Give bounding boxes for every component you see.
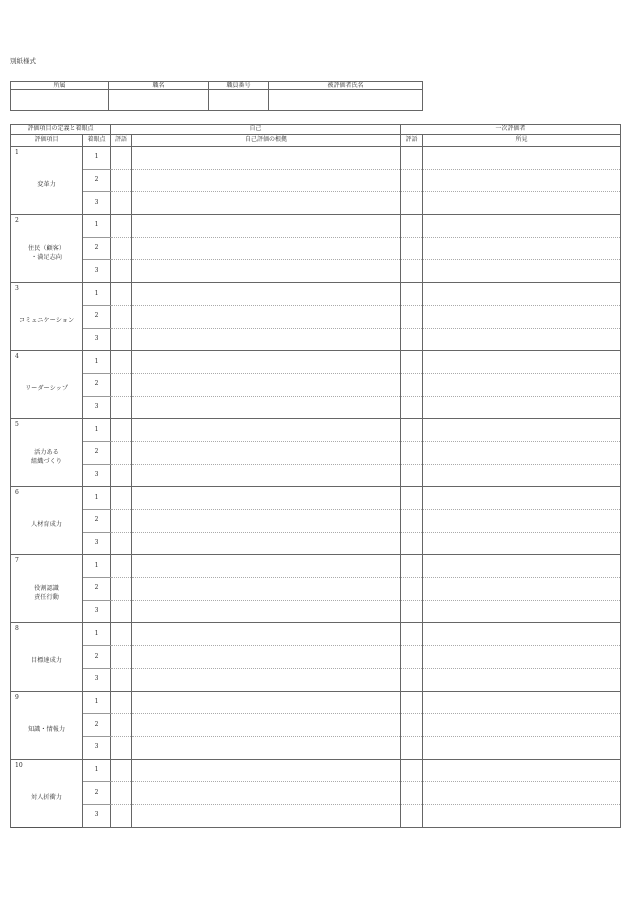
item-name-line: 役割認識: [34, 584, 59, 592]
primary-remarks-cell: [423, 578, 621, 601]
primary-remarks-cell: [423, 600, 621, 623]
viewpoint-row: [11, 646, 621, 669]
self-grade-cell: [111, 237, 132, 260]
primary-grade-cell: [401, 782, 423, 805]
primary-remarks-cell: [423, 283, 621, 306]
affiliation-header: 所属: [11, 82, 109, 90]
viewpoint-number: 1: [83, 147, 111, 170]
item-name: [11, 657, 82, 666]
item-name: [11, 585, 82, 603]
self-basis-cell: [132, 510, 401, 533]
viewpoint-row: [11, 305, 621, 328]
self-basis-cell: [132, 192, 401, 215]
primary-grade-cell: [401, 396, 423, 419]
primary-remarks-cell: [423, 373, 621, 396]
primary-remarks-cell: [423, 305, 621, 328]
primary-remarks-cell: [423, 328, 621, 351]
self-basis-cell: [132, 351, 401, 374]
viewpoint-row: [11, 237, 621, 260]
primary-remarks-cell: [423, 419, 621, 442]
item-number: 4: [15, 353, 19, 361]
self-basis-cell: [132, 691, 401, 714]
item-name: [11, 726, 82, 735]
item-name-line: ・満足志向: [31, 253, 62, 261]
viewpoint-row: [11, 351, 621, 374]
self-basis-cell: [132, 623, 401, 646]
primary-grade-cell: [401, 510, 423, 533]
column-header-row: [11, 135, 621, 147]
primary-remarks-cell: [423, 396, 621, 419]
viewpoint-row: [11, 441, 621, 464]
viewpoint-row: [11, 260, 621, 283]
viewpoint-row: [11, 419, 621, 442]
viewpoint-number: 2: [83, 237, 111, 260]
self-grade-cell: [111, 147, 132, 170]
item-number: 3: [15, 285, 19, 293]
primary-grade-cell: [401, 283, 423, 306]
primary-grade-cell: [401, 759, 423, 782]
primary-remarks-cell: [423, 646, 621, 669]
viewpoint-row: [11, 147, 621, 170]
self-grade-cell: [111, 464, 132, 487]
self-grade-cell: [111, 759, 132, 782]
evaluation-item-cell: [11, 147, 83, 215]
self-basis-cell: [132, 464, 401, 487]
viewpoint-number: 3: [83, 328, 111, 351]
primary-remarks-cell: [423, 532, 621, 555]
self-basis-column-header: 自己評価の根拠: [132, 135, 401, 147]
primary-grade-cell: [401, 351, 423, 374]
viewpoint-number: 2: [83, 441, 111, 464]
primary-grade-cell: [401, 441, 423, 464]
self-grade-cell: [111, 419, 132, 442]
primary-remarks-cell: [423, 691, 621, 714]
self-basis-cell: [132, 215, 401, 238]
item-number: 1: [15, 149, 19, 156]
viewpoint-row: [11, 192, 621, 215]
evaluation-item-cell: [11, 215, 83, 283]
item-number: 10: [15, 761, 23, 769]
definition-group-header: 評価項目の定義と着眼点: [11, 125, 111, 135]
self-basis-cell: [132, 283, 401, 306]
self-grade-cell: [111, 260, 132, 283]
evaluation-item-cell: [11, 283, 83, 351]
self-grade-cell: [111, 441, 132, 464]
primary-remarks-column-header: 所見: [423, 135, 621, 147]
item-name-line: コミュニケーション: [18, 317, 75, 325]
form-label: 別紙様式: [10, 57, 36, 65]
viewpoint-number: 3: [83, 464, 111, 487]
viewpoint-row: [11, 396, 621, 419]
viewpoint-column-header: 着眼点: [83, 135, 111, 147]
self-basis-cell: [132, 487, 401, 510]
viewpoint-number: 1: [83, 623, 111, 646]
self-grade-cell: [111, 305, 132, 328]
primary-remarks-cell: [423, 260, 621, 283]
primary-grade-cell: [401, 578, 423, 601]
self-grade-cell: [111, 169, 132, 192]
viewpoint-row: [11, 578, 621, 601]
viewpoint-row: [11, 714, 621, 737]
self-grade-cell: [111, 691, 132, 714]
viewpoint-row: [11, 487, 621, 510]
primary-grade-cell: [401, 260, 423, 283]
self-basis-cell: [132, 804, 401, 827]
self-basis-cell: [132, 328, 401, 351]
self-basis-cell: [132, 759, 401, 782]
self-basis-cell: [132, 147, 401, 170]
self-grade-cell: [111, 396, 132, 419]
viewpoint-number: 2: [83, 646, 111, 669]
primary-grade-cell: [401, 668, 423, 691]
self-grade-cell: [111, 804, 132, 827]
item-name: [11, 181, 82, 190]
evaluation-item-cell: [11, 623, 83, 691]
job-title-value-cell: [109, 90, 209, 111]
primary-grade-cell: [401, 804, 423, 827]
item-name: [11, 794, 82, 803]
primary-remarks-cell: [423, 441, 621, 464]
primary-remarks-cell: [423, 487, 621, 510]
viewpoint-number: 1: [83, 691, 111, 714]
viewpoint-row: [11, 600, 621, 623]
self-grade-cell: [111, 600, 132, 623]
viewpoint-row: [11, 782, 621, 805]
viewpoint-row: [11, 328, 621, 351]
viewpoint-row: [11, 804, 621, 827]
viewpoint-number: 1: [83, 487, 111, 510]
self-basis-cell: [132, 532, 401, 555]
self-basis-cell: [132, 555, 401, 578]
self-grade-cell: [111, 532, 132, 555]
primary-remarks-cell: [423, 464, 621, 487]
self-grade-cell: [111, 283, 132, 306]
evaluatee-info-table: [10, 81, 423, 111]
viewpoint-number: 1: [83, 283, 111, 306]
viewpoint-row: [11, 215, 621, 238]
item-number: 2: [15, 217, 19, 225]
self-grade-cell: [111, 351, 132, 374]
primary-grade-cell: [401, 600, 423, 623]
self-grade-cell: [111, 623, 132, 646]
primary-grade-cell: [401, 215, 423, 238]
viewpoint-number: 2: [83, 510, 111, 533]
self-grade-cell: [111, 714, 132, 737]
primary-grade-cell: [401, 147, 423, 170]
evaluatee-name-value-cell: [269, 90, 423, 111]
item-name: [11, 521, 82, 530]
primary-remarks-cell: [423, 169, 621, 192]
primary-grade-cell: [401, 487, 423, 510]
self-basis-cell: [132, 237, 401, 260]
primary-grade-cell: [401, 328, 423, 351]
primary-grade-cell: [401, 464, 423, 487]
viewpoint-row: [11, 623, 621, 646]
viewpoint-number: 3: [83, 192, 111, 215]
self-grade-cell: [111, 782, 132, 805]
self-basis-cell: [132, 714, 401, 737]
primary-remarks-cell: [423, 782, 621, 805]
self-grade-cell: [111, 487, 132, 510]
viewpoint-number: 2: [83, 169, 111, 192]
primary-remarks-cell: [423, 759, 621, 782]
item-number: 5: [15, 421, 19, 429]
info-value-row: [11, 90, 423, 111]
self-grade-cell: [111, 373, 132, 396]
self-basis-cell: [132, 373, 401, 396]
primary-grade-cell: [401, 192, 423, 215]
viewpoint-number: 3: [83, 600, 111, 623]
viewpoint-number: 3: [83, 396, 111, 419]
evaluation-table-body: [11, 147, 621, 828]
employee-number-value-cell: [209, 90, 269, 111]
primary-grade-cell: [401, 419, 423, 442]
evaluation-item-cell: [11, 419, 83, 487]
viewpoint-number: 2: [83, 578, 111, 601]
viewpoint-row: [11, 464, 621, 487]
viewpoint-number: 3: [83, 736, 111, 759]
primary-remarks-cell: [423, 668, 621, 691]
evaluation-item-cell: [11, 555, 83, 623]
primary-grade-cell: [401, 555, 423, 578]
item-name-line: リーダーシップ: [24, 385, 69, 393]
primary-grade-cell: [401, 646, 423, 669]
self-basis-cell: [132, 600, 401, 623]
viewpoint-row: [11, 736, 621, 759]
evaluatee-name-header: 被評価者氏名: [269, 82, 423, 90]
item-name-line: 目標達成力: [31, 657, 62, 665]
primary-grade-cell: [401, 714, 423, 737]
item-number: 6: [15, 489, 19, 497]
viewpoint-number: 2: [83, 373, 111, 396]
viewpoint-number: 2: [83, 305, 111, 328]
viewpoint-number: 1: [83, 419, 111, 442]
item-name-line: 人材育成力: [31, 521, 62, 529]
evaluation-table: [10, 124, 621, 828]
employee-number-header: 職員番号: [209, 82, 269, 90]
primary-grade-cell: [401, 305, 423, 328]
self-grade-column-header: 評語: [111, 135, 132, 147]
viewpoint-row: [11, 169, 621, 192]
self-grade-cell: [111, 555, 132, 578]
item-column-header: 評価項目: [11, 135, 83, 147]
self-grade-cell: [111, 668, 132, 691]
self-basis-cell: [132, 169, 401, 192]
self-basis-cell: [132, 782, 401, 805]
primary-remarks-cell: [423, 555, 621, 578]
primary-remarks-cell: [423, 510, 621, 533]
item-name-line: 住民（顧客）: [27, 244, 66, 252]
viewpoint-row: [11, 532, 621, 555]
primary-grade-cell: [401, 169, 423, 192]
primary-remarks-cell: [423, 147, 621, 170]
item-name: [11, 317, 82, 326]
self-grade-cell: [111, 736, 132, 759]
self-basis-cell: [132, 646, 401, 669]
self-basis-cell: [132, 419, 401, 442]
evaluation-item-cell: [11, 351, 83, 419]
primary-grade-cell: [401, 532, 423, 555]
viewpoint-number: 1: [83, 351, 111, 374]
item-name-line: 活力ある: [34, 448, 59, 456]
viewpoint-number: 2: [83, 714, 111, 737]
self-basis-cell: [132, 260, 401, 283]
viewpoint-row: [11, 373, 621, 396]
primary-remarks-cell: [423, 237, 621, 260]
primary-remarks-cell: [423, 192, 621, 215]
viewpoint-row: [11, 283, 621, 306]
viewpoint-number: 1: [83, 759, 111, 782]
self-basis-cell: [132, 736, 401, 759]
self-basis-cell: [132, 578, 401, 601]
self-grade-cell: [111, 192, 132, 215]
primary-grade-cell: [401, 373, 423, 396]
job-title-header: 職名: [109, 82, 209, 90]
viewpoint-number: 2: [83, 782, 111, 805]
self-grade-cell: [111, 510, 132, 533]
info-header-row: [11, 82, 423, 90]
self-basis-cell: [132, 396, 401, 419]
primary-remarks-cell: [423, 215, 621, 238]
viewpoint-number: 3: [83, 804, 111, 827]
primary-remarks-cell: [423, 714, 621, 737]
affiliation-value-cell: [11, 90, 109, 111]
item-number: 8: [15, 625, 19, 633]
item-name: [11, 245, 82, 263]
viewpoint-number: 3: [83, 532, 111, 555]
viewpoint-row: [11, 555, 621, 578]
primary-grade-column-header: 評語: [401, 135, 423, 147]
item-name-line: 知識・情報力: [27, 725, 66, 733]
viewpoint-number: 3: [83, 260, 111, 283]
item-name-line: 組織づくり: [31, 457, 62, 465]
item-name-line: 責任行動: [34, 593, 59, 601]
primary-remarks-cell: [423, 623, 621, 646]
self-basis-cell: [132, 668, 401, 691]
header-group-row: [11, 125, 621, 135]
item-name-line: 対人折衝力: [31, 793, 62, 801]
primary-grade-cell: [401, 736, 423, 759]
evaluation-item-cell: [11, 487, 83, 555]
self-basis-cell: [132, 305, 401, 328]
primary-grade-cell: [401, 691, 423, 714]
item-name: [11, 385, 82, 394]
item-number: 7: [15, 557, 19, 565]
primary-remarks-cell: [423, 804, 621, 827]
self-grade-cell: [111, 578, 132, 601]
viewpoint-number: 1: [83, 215, 111, 238]
primary-remarks-cell: [423, 736, 621, 759]
viewpoint-row: [11, 691, 621, 714]
item-name: [11, 449, 82, 467]
viewpoint-row: [11, 510, 621, 533]
evaluation-item-cell: [11, 691, 83, 759]
primary-remarks-cell: [423, 351, 621, 374]
self-group-header: 自己: [111, 125, 401, 135]
self-basis-cell: [132, 441, 401, 464]
viewpoint-number: 1: [83, 555, 111, 578]
evaluation-item-cell: [11, 759, 83, 827]
item-number: 9: [15, 693, 19, 701]
viewpoint-row: [11, 759, 621, 782]
primary-grade-cell: [401, 237, 423, 260]
item-name-line: 変革力: [37, 181, 56, 189]
self-grade-cell: [111, 215, 132, 238]
primary-grade-cell: [401, 623, 423, 646]
viewpoint-row: [11, 668, 621, 691]
viewpoint-number: 3: [83, 668, 111, 691]
self-grade-cell: [111, 328, 132, 351]
primary-evaluator-group-header: 一次評価者: [401, 125, 621, 135]
self-grade-cell: [111, 646, 132, 669]
